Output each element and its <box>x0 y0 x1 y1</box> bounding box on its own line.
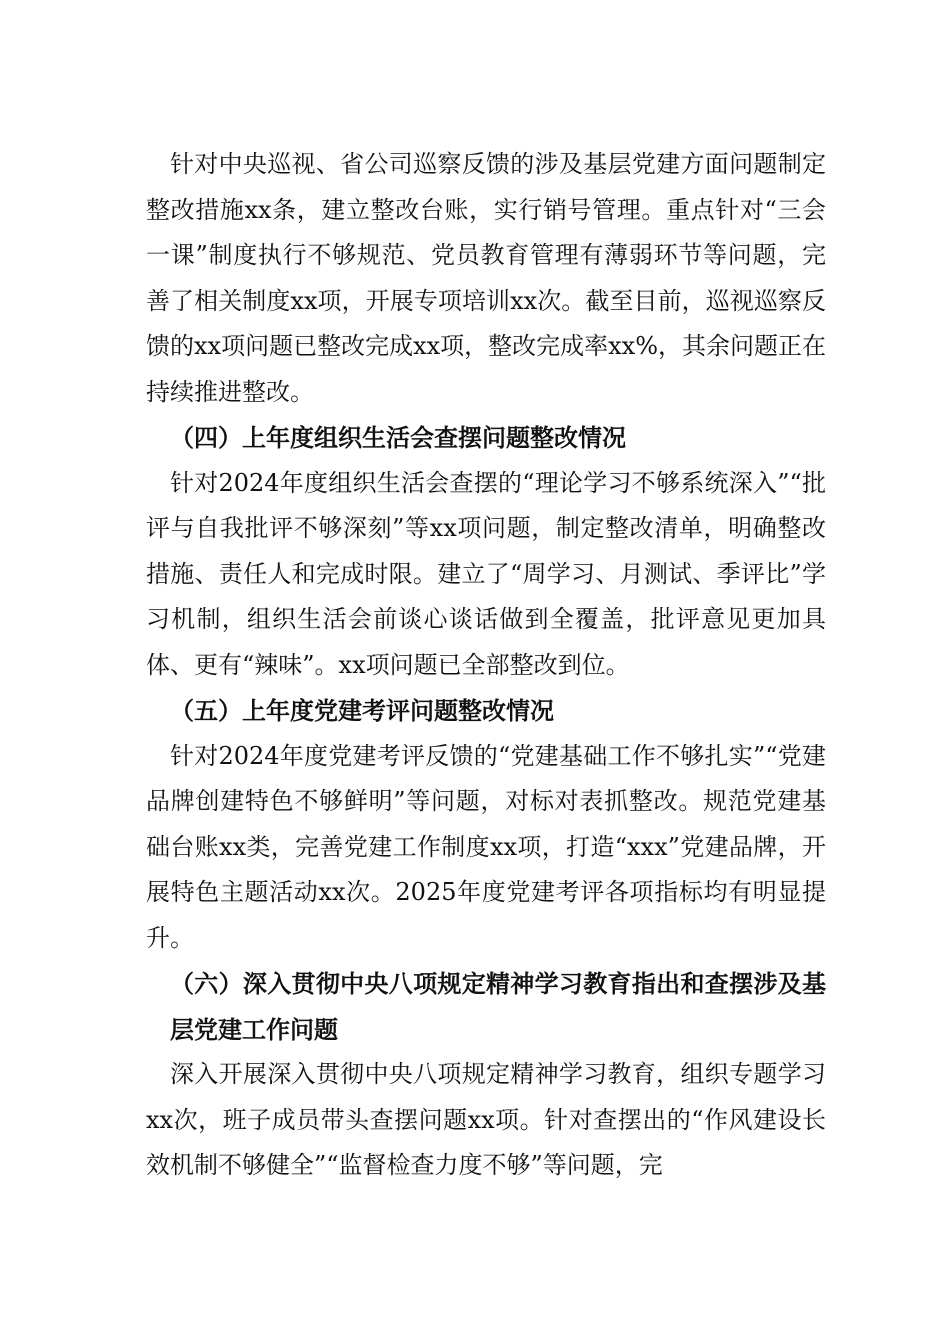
paragraph-party-evaluation-rectification: 针对2024年度党建考评反馈的“党建基础工作不够扎实”“党建品牌创建特色不够鲜明”等问题，对标对表抓整改。规范党建基础台账xx类，完善党建工作制度xx项，打造“xxx”党建品牌，开展特色主题活动xx次。2025年度党建考评各项指标均有明显提升。 <box>146 741 826 952</box>
section-heading-5: （五）上年度党建考评问题整改情况 <box>170 696 554 725</box>
section-heading-6: （六）深入贯彻中央八项规定精神学习教育指出和查摆涉及基层党建工作问题 <box>170 969 826 1044</box>
paragraph-organization-life-rectification: 针对2024年度组织生活会查摆的“理论学习不够系统深入”“批评与自我批评不够深刻”等xx项问题，制定整改清单，明确整改措施、责任人和完成时限。建立了“周学习、月测试、季评比”学习机制，组织生活会前谈心谈话做到全覆盖，批评意见更加具体、更有“辣味”。xx项问题已全部整改到位。 <box>146 468 826 679</box>
paragraph-inspection-rectification: 针对中央巡视、省公司巡察反馈的涉及基层党建方面问题制定整改措施xx条，建立整改台账，实行销号管理。重点针对“三会一课”制度执行不够规范、党员教育管理有薄弱环节等问题，完善了相关制度xx项，开展专项培训xx次。截至目前，巡视巡察反馈的xx项问题已整改完成xx项，整改完成率xx%，其余问题正在持续推进整改。 <box>146 150 827 406</box>
section-heading-4: （四）上年度组织生活会查摆问题整改情况 <box>170 423 626 452</box>
paragraph-eight-rules-study: 深入开展深入贯彻中央八项规定精神学习教育，组织专题学习xx次，班子成员带头查摆问题xx项。针对查摆出的“作风建设长效机制不够健全”“监督检查力度不够”等问题，完 <box>146 1060 826 1179</box>
document-body <box>146 142 826 1189</box>
